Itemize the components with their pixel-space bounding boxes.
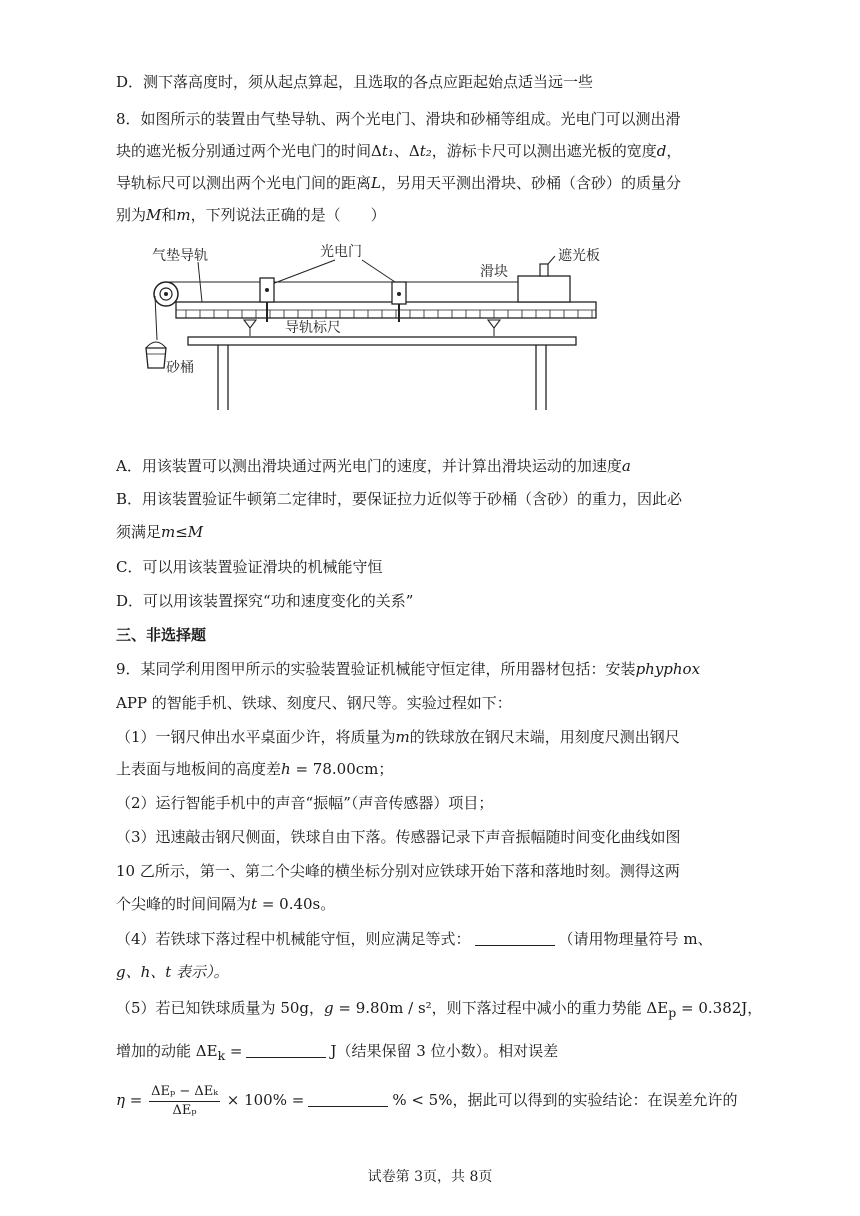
pulley-icon bbox=[154, 282, 178, 306]
label-track-scale: 导轨标尺 bbox=[285, 320, 341, 336]
option-d-q7: D．测下落高度时，须从起点算起，且选取的各点应距起始点适当远一些 bbox=[116, 73, 594, 91]
option-b-line-1: B．用该装置验证牛顿第二定律时，要保证拉力近似等于砂桶（含砂）的重力，因此必 bbox=[116, 490, 683, 508]
step-3-line-2: 10 乙所示，第一、第二个尖峰的横坐标分别对应铁球开始下落和落地时刻。测得这两 bbox=[116, 862, 680, 880]
option-b-line-2: 须满足m≤M bbox=[116, 523, 204, 541]
page-footer: 试卷第 3页，共 8页 bbox=[367, 1169, 493, 1185]
leveling-screw-right bbox=[488, 320, 500, 336]
slider-block bbox=[518, 264, 570, 302]
question-8-line-4: 别为M和m，下列说法正确的是（ ） bbox=[116, 206, 386, 224]
question-8-line-3: 导轨标尺可以测出两个光电门间的距离L，另用天平测出滑块、砂桶（含砂）的质量分 bbox=[116, 174, 681, 192]
option-d: D．可以用该装置探究“功和速度变化的关系” bbox=[116, 592, 414, 610]
label-air-track: 气垫导轨 bbox=[152, 248, 208, 264]
answer-blank-relative-error[interactable] bbox=[308, 1090, 388, 1107]
photogate-2-icon bbox=[392, 282, 406, 322]
section-heading: 三、非选择题 bbox=[116, 626, 207, 644]
step-5-line-3: η = $\frac{\text{ΔEₚ − ΔEₖ}}{\text{ΔEₚ}}$ × 100% = % < 5%，据此可以得到的实验结论：在误差允许的 bbox=[116, 1083, 738, 1118]
question-8-line-2: 块的遮光板分别通过两个光电门的时间Δt₁、Δt₂，游标卡尺可以测出遮光板的宽度d， bbox=[116, 142, 682, 160]
label-shade-plate: 遮光板 bbox=[558, 248, 600, 264]
answer-blank-equation[interactable] bbox=[475, 929, 555, 946]
step-1-line-1: （1）一钢尺伸出水平桌面少许，将质量为m的铁球放在钢尺末端，用刻度尺测出钢尺 bbox=[116, 728, 680, 746]
photogate-1-icon bbox=[260, 278, 274, 322]
step-1-line-2: 上表面与地板间的高度差h = 78.00cm； bbox=[116, 760, 394, 778]
step-5-line-2: 增加的动能 $\Delta E_k = J$（结果保留 3 位小数）。相对误差 bbox=[116, 1042, 559, 1063]
label-photogate: 光电门 bbox=[320, 244, 362, 260]
question-8-line-1: 8．如图所示的装置由气垫导轨、两个光电门、滑块和砂桶等组成。光电门可以测出滑 bbox=[116, 110, 681, 128]
option-a: A．用该装置可以测出滑块通过两光电门的速度，并计算出滑块运动的加速度a bbox=[116, 457, 631, 475]
label-slider: 滑块 bbox=[480, 264, 508, 280]
relative-error-fraction: $\frac{\text{ΔEₚ − ΔEₖ}}{\text{ΔEₚ}}$ bbox=[151, 1083, 218, 1118]
option-c: C．可以用该装置验证滑块的机械能守恒 bbox=[116, 558, 383, 576]
step-4-line-1: （4）若铁球下落过程中机械能守恒，则应满足等式： （请用物理量符号 m、 bbox=[116, 930, 713, 948]
step-5-line-1: （5）若已知铁球质量为 50g，g = 9.80m / s²，则下落过程中减小的重力势能 $\Delta E_p = 0.382J$， bbox=[116, 999, 763, 1020]
air-track-figure bbox=[140, 240, 600, 415]
step-3-line-3: 个尖峰的时间间隔为t = 0.40s。 bbox=[116, 895, 336, 913]
step-4-line-2: g、h、t 表示）。 bbox=[116, 963, 229, 981]
leveling-screw-left bbox=[244, 320, 256, 336]
question-9-line-2: APP 的智能手机、铁球、刻度尺、钢尺等。实验过程如下： bbox=[116, 694, 512, 712]
step-3-line-1: （3）迅速敲击钢尺侧面，铁球自由下落。传感器记录下声音振幅随时间变化曲线如图 bbox=[116, 828, 681, 846]
sand-bucket-icon bbox=[146, 342, 166, 368]
step-2: （2）运行智能手机中的声音“振幅”（声音传感器）项目； bbox=[116, 794, 494, 812]
air-track bbox=[176, 302, 596, 318]
table bbox=[188, 337, 576, 410]
question-9-line-1: 9．某同学利用图甲所示的实验装置验证机械能守恒定律，所用器材包括：安装phyphox bbox=[116, 660, 701, 678]
answer-blank-kinetic-energy[interactable] bbox=[246, 1041, 326, 1058]
label-sand-bucket: 砂桶 bbox=[166, 360, 194, 376]
